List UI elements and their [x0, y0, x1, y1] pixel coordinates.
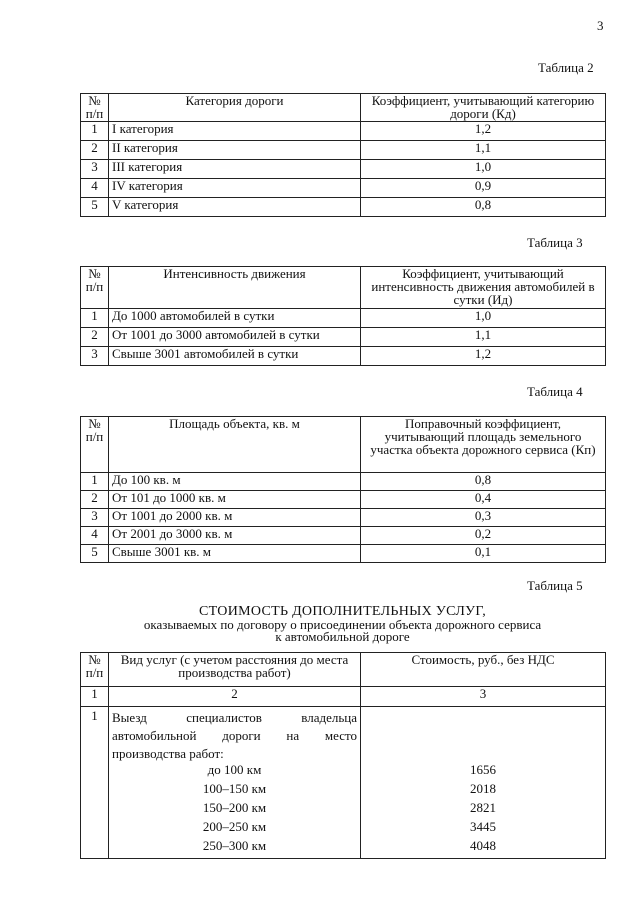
row-name: До 1000 автомобилей в сутки	[109, 309, 361, 328]
table2	[80, 93, 606, 217]
row-name: До 100 кв. м	[109, 473, 361, 491]
table-row	[81, 347, 606, 366]
table3-header-number: № п/п	[81, 267, 109, 309]
table2-header-number: № п/п	[81, 94, 109, 122]
cost-value: 2018	[361, 782, 606, 801]
table5-subtitle-line1: оказываемых по договору о присоединении объекта дорожного сервиса	[143, 617, 542, 632]
table4-header-area: Площадь объекта, кв. м	[109, 417, 361, 473]
table-row	[81, 198, 606, 217]
table4-header-coefficient: Поправочный коэффициент, учитывающий площадь земельного участка объекта дорожного сервиса (Кп)	[361, 417, 606, 473]
col-number-1: 1	[81, 687, 109, 707]
table-row	[81, 545, 606, 563]
table3-header-intensity: Интенсивность движения	[109, 267, 361, 309]
page-number: 3	[597, 18, 604, 33]
table-row	[81, 309, 606, 328]
row-empty-cell	[361, 707, 606, 764]
row-number: 2	[81, 491, 109, 509]
table2-header-coefficient: Коэффициент, учитывающий категорию дороги (Кд)	[361, 94, 606, 122]
table-row	[81, 328, 606, 347]
table5-label: Таблица 5	[527, 578, 583, 593]
row-name: V категория	[109, 198, 361, 217]
list-item	[81, 763, 606, 782]
row-name: От 1001 до 3000 автомобилей в сутки	[109, 328, 361, 347]
table5-title-block	[80, 604, 605, 643]
row-value: 1,0	[361, 160, 606, 179]
row-name: II категория	[109, 141, 361, 160]
row-number: 1	[81, 122, 109, 141]
table3-header-row	[81, 267, 606, 309]
cost-value: 4048	[361, 839, 606, 858]
row-value: 1,0	[361, 309, 606, 328]
table5-header-row	[81, 653, 606, 687]
row-name: IV категория	[109, 179, 361, 198]
table-row	[81, 509, 606, 527]
row-value: 0,8	[361, 473, 606, 491]
table-row	[81, 122, 606, 141]
table5	[80, 652, 606, 859]
row-name: От 2001 до 3000 кв. м	[109, 527, 361, 545]
list-item	[81, 839, 606, 858]
row-value: 0,3	[361, 509, 606, 527]
empty-cell	[81, 820, 109, 839]
table4-label: Таблица 4	[527, 384, 583, 399]
cost-value: 3445	[361, 820, 606, 839]
row-number: 2	[81, 141, 109, 160]
row-value: 1,2	[361, 347, 606, 366]
empty-cell	[81, 801, 109, 820]
table-row	[81, 707, 606, 764]
row-value: 1,1	[361, 328, 606, 347]
list-item	[81, 782, 606, 801]
row-number: 5	[81, 198, 109, 217]
table2-label: Таблица 2	[538, 60, 594, 75]
row-number: 1	[81, 707, 109, 764]
distance-range: 250–300 км	[109, 839, 361, 858]
table3-label: Таблица 3	[527, 235, 583, 250]
table5-subtitle-line2: к автомобильной дороге	[275, 629, 410, 644]
row-number: 1	[81, 309, 109, 328]
row-name: От 101 до 1000 кв. м	[109, 491, 361, 509]
col-number-2: 2	[109, 687, 361, 707]
row-name: Свыше 3001 кв. м	[109, 545, 361, 563]
table-row	[81, 491, 606, 509]
empty-cell	[81, 839, 109, 858]
row-value: 0,1	[361, 545, 606, 563]
row-name: Свыше 3001 автомобилей в сутки	[109, 347, 361, 366]
table5-header-cost: Стоимость, руб., без НДС	[361, 653, 606, 687]
table4	[80, 416, 606, 563]
table2-header-row	[81, 94, 606, 122]
row-value: 1,2	[361, 122, 606, 141]
distance-range: до 100 км	[109, 763, 361, 782]
table3	[80, 266, 606, 366]
row-number: 4	[81, 179, 109, 198]
table5-title: СТОИМОСТЬ ДОПОЛНИТЕЛЬНЫХ УСЛУГ,	[199, 604, 486, 619]
row-number: 4	[81, 527, 109, 545]
distance-range: 150–200 км	[109, 801, 361, 820]
row-value: 1,1	[361, 141, 606, 160]
row-number: 3	[81, 347, 109, 366]
table5-column-numbers-row	[81, 687, 606, 707]
row-number: 3	[81, 509, 109, 527]
distance-range: 100–150 км	[109, 782, 361, 801]
row-name: I категория	[109, 122, 361, 141]
cost-value: 1656	[361, 763, 606, 782]
table4-header-row	[81, 417, 606, 473]
table5-header-number: № п/п	[81, 653, 109, 687]
list-item	[81, 820, 606, 839]
empty-cell	[81, 763, 109, 782]
row-name: III категория	[109, 160, 361, 179]
row-value: 0,2	[361, 527, 606, 545]
row-name: От 1001 до 2000 кв. м	[109, 509, 361, 527]
table-row	[81, 527, 606, 545]
table5-header-service: Вид услуг (с учетом расстояния до места производства работ)	[109, 653, 361, 687]
empty-cell	[81, 782, 109, 801]
list-item	[81, 801, 606, 820]
table-row	[81, 473, 606, 491]
table-row	[81, 179, 606, 198]
table-row	[81, 160, 606, 179]
table4-header-number: № п/п	[81, 417, 109, 473]
row-number: 3	[81, 160, 109, 179]
row-value: 0,4	[361, 491, 606, 509]
cost-value: 2821	[361, 801, 606, 820]
table2-header-category: Категория дороги	[109, 94, 361, 122]
row-value: 0,9	[361, 179, 606, 198]
row-number: 5	[81, 545, 109, 563]
distance-range: 200–250 км	[109, 820, 361, 839]
row-value: 0,8	[361, 198, 606, 217]
table3-header-coefficient: Коэффициент, учитывающий интенсивность движения автомобилей в сутки (Ид)	[361, 267, 606, 309]
row-number: 2	[81, 328, 109, 347]
row-number: 1	[81, 473, 109, 491]
col-number-3: 3	[361, 687, 606, 707]
table-row	[81, 141, 606, 160]
row-service-description: Выезд специалистов владельца автомобильной дороги на место производства работ:	[109, 707, 361, 764]
